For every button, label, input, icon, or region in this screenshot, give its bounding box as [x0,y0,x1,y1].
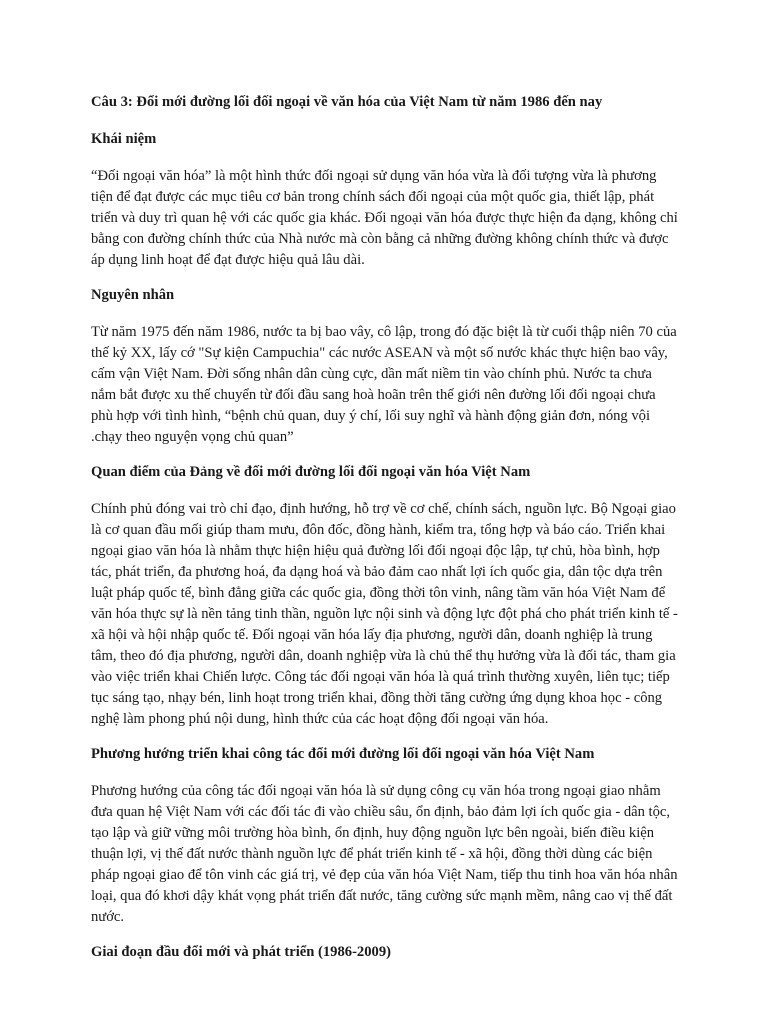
section-heading-giai-doan: Giai đoạn đầu đổi mới và phát triển (1986-2009) [91,944,391,960]
section-body-phuong-huong: Phương hướng của công tác đối ngoại văn hóa là sử dụng công cụ văn hóa trong ngoại giao nhằm đưa quan hệ Việt Nam với các đối tác đi vào chiều sâu, ổn định, bảo đảm lợi ích quốc gia - dân tộc, tạo lập và giữ vững môi trường hòa bình, ổn định, huy động nguồn lực bên ngoài, biến điều kiện thuận lợi, vị thế đất nước thành nguồn lực để phát triển kinh tế - xã hội, đồng thời dùng các biện pháp ngoại giao để tôn vinh các giá trị, vẻ đẹp của văn hóa Việt Nam, tiếp thu tinh hoa văn hóa nhân loại, qua đó khơi dậy khát vọng phát triển đất nước, tăng cường sức mạnh mềm, nâng cao vị thế đất nước. [91,783,678,925]
section-heading-nguyen-nhan: Nguyên nhân [91,287,175,303]
section-body-quan-diem: Chính phủ đóng vai trò chỉ đạo, định hướng, hỗ trợ về cơ chế, chính sách, nguồn lực. Bộ Ngoại giao là cơ quan đầu mối giúp tham mưu, đôn đốc, đồng hành, kiểm tra, tổng hợp và báo cáo. Triển khai ngoại giao văn hóa là nhằm thực hiện hiệu quả đường lối đối ngoại độc lập, tự chủ, hòa bình, hợp tác, phát triển, đa phương hoá, đa dạng hoá và bảo đảm cao nhất lợi ích quốc gia, dân tộc dựa trên luật pháp quốc tế, bình đẳng giữa các quốc gia, đồng thời tôn vinh, nâng tầm văn hóa Việt Nam để văn hóa thực sự là nền tảng tinh thần, nguồn lực nội sinh và động lực đột phá cho phát triển kinh tế - xã hội và hội nhập quốc tế. Đối ngoại văn hóa lấy địa phương, người dân, doanh nghiệp là trung tâm, theo đó địa phương, người dân, doanh nghiệp vừa là chủ thể thụ hưởng vừa là đối tác, tham gia vào việc triển khai Chiến lược. Công tác đối ngoại văn hóa là quá trình thường xuyên, liên tục; tiếp tục sáng tạo, nhạy bén, linh hoạt trong triển khai, đồng thời tăng cường ứng dụng khoa học - công nghệ làm phong phú nội dung, hình thức của các hoạt động đối ngoại văn hóa. [91,501,678,727]
section-body-khai-niem: “Đối ngoại văn hóa” là một hình thức đối ngoại sử dụng văn hóa vừa là đối tượng vừa là phương tiện để đạt được các mục tiêu cơ bản trong chính sách đối ngoại của một quốc gia, thiết lập, phát triển và duy trì quan hệ với các quốc gia khác. Đối ngoại văn hóa được thực hiện đa dạng, không chỉ bằng con đường chính thức của Nhà nước mà còn bằng cả những đường không chính thức và được áp dụng linh hoạt để đạt được hiệu quả lâu dài. [91,168,678,268]
section-body-nguyen-nhan: Từ năm 1975 đến năm 1986, nước ta bị bao vây, cô lập, trong đó đặc biệt là từ cuối thập niên 70 của thế kỷ XX, lấy cớ "Sự kiện Campuchia" các nước ASEAN và một số nước khác thực hiện bao vây, cấm vận Việt Nam. Đời sống nhân dân cùng cực, dần mất niềm tin vào chính phủ. Nước ta chưa nắm bắt được xu thế chuyển từ đối đầu sang hoà hoãn trên thế giới nên đường lối đối ngoại chưa phù hợp với tình hình, “bệnh chủ quan, duy ý chí, lối suy nghĩ và hành động giản đơn, nóng vội .chạy theo nguyện vọng chủ quan” [91,324,677,445]
section-heading-phuong-huong: Phương hướng triển khai công tác đổi mới đường lối đối ngoại văn hóa Việt Nam [91,746,595,762]
section-heading-quan-diem: Quan điểm của Đảng về đối mới đường lối đối ngoại văn hóa Việt Nam [91,464,531,480]
document-title: Câu 3: Đổi mới đường lối đối ngoại về văn hóa của Việt Nam từ năm 1986 đến nay [91,94,603,110]
section-heading-khai-niem: Khái niệm [91,131,157,147]
